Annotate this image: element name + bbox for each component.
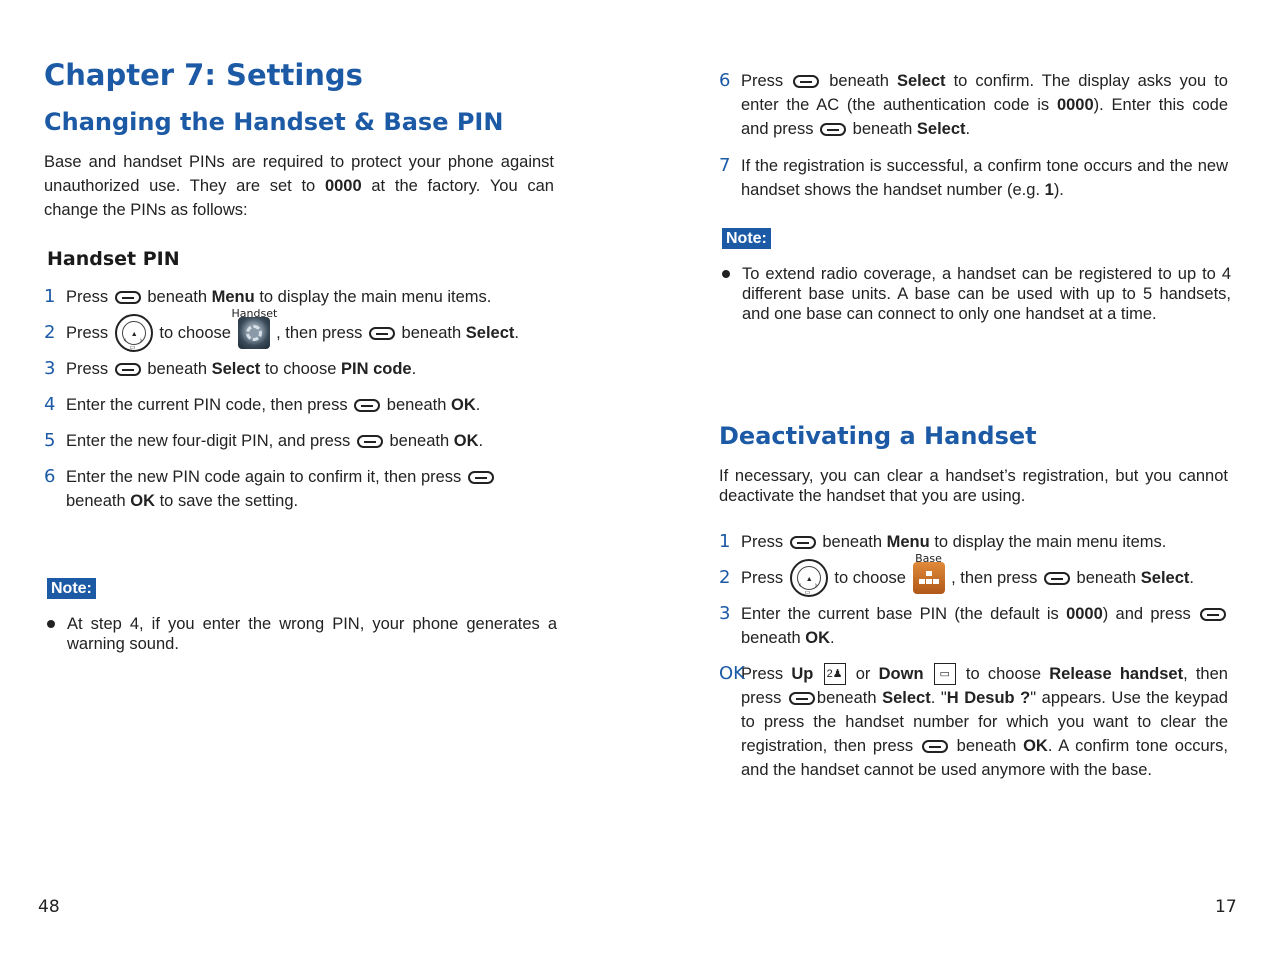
softkey-icon xyxy=(820,123,846,136)
deactivate-step-2: 2 Press ▲ ▭ ‹ › to choose Base , then press beneath Select. xyxy=(719,551,1194,596)
step-5: 5 Enter the new four-digit PIN, and press beneath OK. xyxy=(44,430,484,451)
page-number-left: 48 xyxy=(38,897,60,917)
note-label-right: Note: xyxy=(722,228,771,249)
page-number-right: 17 xyxy=(1215,897,1237,917)
softkey-icon xyxy=(369,327,395,340)
step-1: 1 Press beneath Menu to display the main menu items. xyxy=(44,286,492,307)
step-3: 3 Press beneath Select to choose PIN code. xyxy=(44,358,417,379)
softkey-icon xyxy=(354,399,380,412)
deactivate-step-4: OK Press Up 2♟ or Down ▭ to choose Release handset, then press beneath Select. "H Desub ?" appears. Use the keypad to press the handset number for which you want to clear the registration, then press beneath OK. A confirm tone occurs, and the handset cannot be used anymore with the base. xyxy=(719,663,1228,779)
step-7-register: 7 If the registration is successful, a confirm tone occurs and the new handset shows the handset number (e.g. 1). xyxy=(719,155,1228,199)
handset-menu-icon: Handset xyxy=(238,317,270,349)
base-menu-icon: Base xyxy=(913,562,945,594)
softkey-icon xyxy=(793,75,819,88)
softkey-icon xyxy=(790,536,816,549)
softkey-icon xyxy=(1044,572,1070,585)
note-label: Note: xyxy=(47,578,96,599)
section-title-deactivate: Deactivating a Handset xyxy=(719,422,1037,450)
step-6-register: 6 Press beneath Select to confirm. The display asks you to enter the AC (the authentication code is 0000). Enter this code and press beneath Select. xyxy=(719,70,1229,138)
intro-paragraph: Base and handset PINs are required to protect your phone against unauthorized use. They are set to 0000 at the factory. You can change the PINs as follows: xyxy=(44,153,554,219)
section-title-pin: Changing the Handset & Base PIN xyxy=(44,108,504,136)
navigation-key-icon: ▲ ▭ ‹ › xyxy=(790,559,828,597)
deactivate-step-3: 3 Enter the current base PIN (the default is 0000) and press beneath OK. xyxy=(719,602,1228,650)
down-key-icon: ▭ xyxy=(934,663,956,685)
note-bullet: At step 4, if you enter the wrong PIN, your phone generates a warning sound. xyxy=(47,614,557,654)
step-4: 4 Enter the current PIN code, then press beneath OK. xyxy=(44,394,481,415)
softkey-icon xyxy=(1200,608,1226,621)
softkey-icon xyxy=(357,435,383,448)
deactivate-intro: If necessary, you can clear a handset’s registration, but you cannot deactivate the handset that you are using. xyxy=(719,467,1228,505)
softkey-icon xyxy=(789,692,815,705)
navigation-key-icon: ▲ ▭ ‹ › xyxy=(115,314,153,352)
deactivate-step-1: 1 Press beneath Menu to display the main menu items. xyxy=(719,531,1167,552)
chapter-title: Chapter 7: Settings xyxy=(44,58,363,92)
step-6: 6 Enter the new PIN code again to confirm it, then press beneath OK to save the setting. xyxy=(44,465,554,513)
softkey-icon xyxy=(468,471,494,484)
subsection-title: Handset PIN xyxy=(47,248,180,270)
note-bullet-right: To extend radio coverage, a handset can be registered to up to 4 different base units. A base can be used with up to 5 handsets, and one base can connect to only one handset at a time. xyxy=(722,264,1231,324)
up-key-icon: 2♟ xyxy=(824,663,846,685)
softkey-icon xyxy=(115,363,141,376)
softkey-icon xyxy=(922,740,948,753)
softkey-icon xyxy=(115,291,141,304)
step-2: 2 Press ▲ ▭ ‹ › to choose Handset , then press beneath Select. xyxy=(44,306,519,351)
